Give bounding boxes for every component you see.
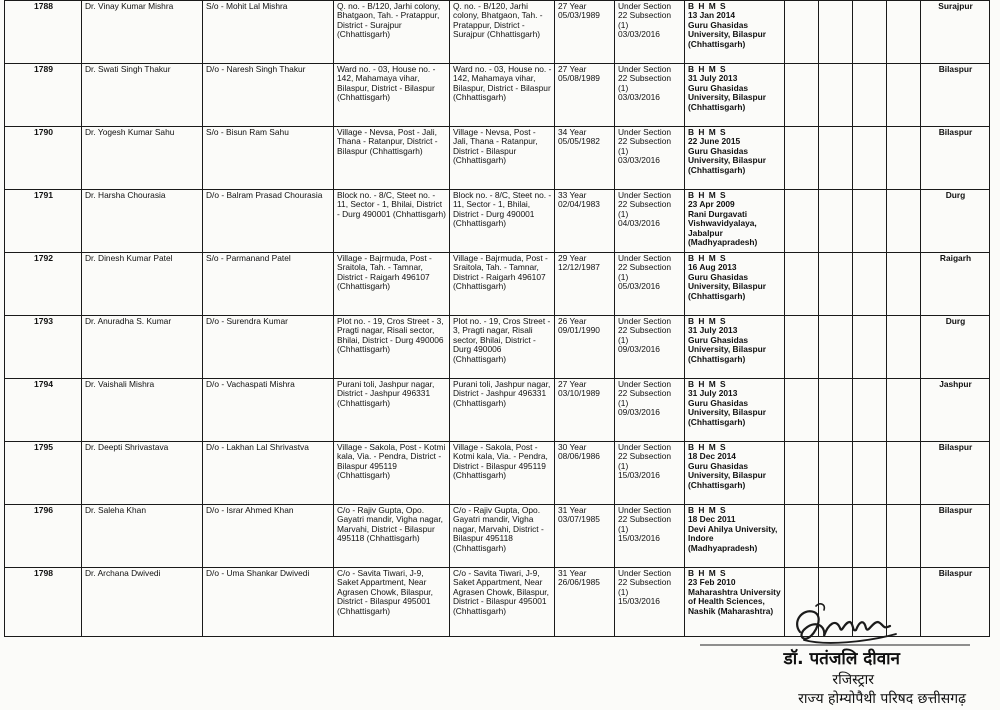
serial-number-cell (5, 64, 82, 127)
table-body (5, 1, 990, 637)
date-of-birth: 05/08/1989 (558, 73, 600, 84)
relation-cell (203, 505, 334, 568)
table-row (5, 316, 990, 379)
doctor-name: Dr. Dinesh Kumar Patel (85, 253, 173, 263)
qualification-cell (685, 442, 785, 505)
permanent-address: Purani toli, Jashpur nagar, District - Jashpur 496331 (Chhattisgarh) (337, 379, 435, 408)
permanent-address-cell (334, 379, 450, 442)
empty-cell (819, 1, 853, 64)
empty-cell (887, 505, 921, 568)
relation-cell (203, 64, 334, 127)
present-address: Village - Sakola, Post - Kotmi kala, Via. - Pendra, District - Bilaspur 495119 (Chhattisgarh) (453, 442, 548, 481)
section-cell (615, 316, 685, 379)
qualification-cell (685, 1, 785, 64)
registration-date: 04/03/2016 (618, 218, 660, 229)
registrar-name: डॉ. पतंजलि दीवान (783, 649, 900, 669)
permanent-address: Village - Bajrmuda, Post - Sraitola, Tah. - Tamnar, District - Raigarh 496107 (Chhattisgarh) (337, 253, 432, 292)
empty-cell (853, 127, 887, 190)
permanent-address: Block no. - 8/C, Steet no. - 11, Sector - 1, Bhilai, District - Durg 490001 (Chhattisgarh) (337, 190, 446, 219)
serial-number-cell (5, 505, 82, 568)
serial-number: 1791 (33, 190, 54, 200)
age-dob-cell (555, 316, 615, 379)
empty-cell (853, 442, 887, 505)
district-cell (921, 505, 990, 568)
parent-name: S/o - Parmanand Patel (206, 253, 291, 263)
university: Guru Ghasidas University, Bilaspur (Chhattisgarh) (688, 82, 767, 112)
present-address: Plot no. - 19, Cros Street - 3, Pragti nagar, Risali sector, Bhilai, District - Durg 490006 (Chhattisgarh) (453, 316, 551, 364)
serial-number-cell (5, 1, 82, 64)
present-address-cell (450, 1, 555, 64)
age-dob-cell (555, 190, 615, 253)
doctor-name-cell (82, 568, 203, 637)
present-address: Village - Nevsa, Post - Jali, Thana - Ratanpur, District - Bilaspur (Chhattisgarh) (453, 127, 538, 166)
qualification-date: 18 Dec 2011 (688, 514, 736, 525)
parent-name: S/o - Bisun Ram Sahu (206, 127, 289, 137)
university: Guru Ghasidas University, Bilaspur (Chhattisgarh) (688, 271, 767, 301)
doctor-name-cell (82, 379, 203, 442)
present-address-cell (450, 127, 555, 190)
date-of-birth: 05/03/1989 (558, 10, 600, 21)
university: Maharashtra University of Health Sciences, Nashik (Maharashtra) (688, 586, 781, 616)
university: Devi Ahilya University, Indore (Madhyapradesh) (688, 523, 778, 553)
qualification-date: 13 Jan 2014 (688, 10, 736, 21)
district: Raigarh (939, 253, 972, 263)
relation-cell (203, 190, 334, 253)
qualification: B H M S (688, 253, 727, 263)
doctor-name-cell (82, 64, 203, 127)
registration-date: 03/03/2016 (618, 92, 660, 103)
university: Guru Ghasidas University, Bilaspur (Chhattisgarh) (688, 145, 767, 175)
district: Durg (945, 190, 966, 200)
district-cell (921, 190, 990, 253)
serial-number: 1794 (33, 379, 54, 389)
doctor-name-cell (82, 127, 203, 190)
section-cell (615, 253, 685, 316)
district: Bilaspur (938, 64, 973, 74)
date-of-birth: 03/10/1989 (558, 388, 600, 399)
university: Guru Ghasidas University, Bilaspur (Chhattisgarh) (688, 397, 767, 427)
present-address-cell (450, 190, 555, 253)
present-address-cell (450, 316, 555, 379)
serial-number: 1795 (33, 442, 54, 452)
university: Guru Ghasidas University, Bilaspur (Chhattisgarh) (688, 19, 767, 49)
district-cell (921, 316, 990, 379)
registration-date: 15/03/2016 (618, 533, 660, 544)
relation-cell (203, 1, 334, 64)
permanent-address: C/o - Rajiv Gupta, Opo. Gayatri mandir, Vigha nagar, Marvahi, District - Bilaspur 495118 (Chhattisgarh) (337, 505, 443, 544)
table-row (5, 127, 990, 190)
empty-cell (819, 64, 853, 127)
permanent-address: Village - Sakola, Post - Kotmi kala, Via. - Pendra, District - Bilaspur 495119 (Chhattisgarh) (337, 442, 446, 481)
district-cell (921, 442, 990, 505)
doctor-name: Dr. Vinay Kumar Mishra (85, 1, 174, 11)
date-of-birth: 08/06/1986 (558, 451, 600, 462)
district-cell (921, 1, 990, 64)
district: Bilaspur (938, 442, 973, 452)
present-address: Ward no. - 03, House no. - 142, Mahamaya vihar, Bilaspur, District - Bilaspur (Chhattisgarh) (453, 64, 552, 103)
qualification: B H M S (688, 505, 727, 515)
serial-number-cell (5, 253, 82, 316)
present-address: C/o - Rajiv Gupta, Opo. Gayatri mandir, Vigha nagar, Marvahi, District - Bilaspur 495118 (Chhattisgarh) (453, 505, 544, 553)
section-cell (615, 1, 685, 64)
doctor-name-cell (82, 505, 203, 568)
university: Guru Ghasidas University, Bilaspur (Chhattisgarh) (688, 334, 767, 364)
present-address: Q. no. - B/120, Jarhi colony, Bhatgaon, Tah. - Pratappur, District - Surajpur (Chhattisgarh) (453, 1, 543, 40)
section-cell (615, 379, 685, 442)
table-row (5, 505, 990, 568)
serial-number: 1796 (33, 505, 54, 515)
doctor-name: Dr. Deepti Shrivastava (85, 442, 169, 452)
doctor-name: Dr. Swati Singh Thakur (85, 64, 171, 74)
parent-name: S/o - Mohit Lal Mishra (206, 1, 288, 11)
empty-cell (887, 379, 921, 442)
permanent-address: Village - Nevsa, Post - Jali, Thana - Ratanpur, District - Bilaspur (Chhattisgarh) (337, 127, 438, 156)
qualification-cell (685, 316, 785, 379)
relation-cell (203, 442, 334, 505)
doctor-name: Dr. Archana Dwivedi (85, 568, 161, 578)
registration-table (4, 0, 990, 637)
district-cell (921, 379, 990, 442)
qualification-cell (685, 379, 785, 442)
age-dob-cell (555, 379, 615, 442)
qualification-date: 22 June 2015 (688, 136, 741, 147)
registration-section: Under Section 22 Subsection (1) (618, 379, 672, 408)
section-cell (615, 190, 685, 253)
registration-date: 03/03/2016 (618, 155, 660, 166)
empty-cell (819, 316, 853, 379)
district: Bilaspur (938, 568, 973, 578)
permanent-address-cell (334, 1, 450, 64)
district: Bilaspur (938, 505, 973, 515)
empty-cell (887, 1, 921, 64)
qualification-date: 31 July 2013 (688, 388, 738, 399)
age: 30 Year (558, 442, 587, 452)
empty-cell (887, 64, 921, 127)
doctor-name-cell (82, 442, 203, 505)
empty-cell (785, 127, 819, 190)
table-row (5, 64, 990, 127)
parent-name: D/o - Uma Shankar Dwivedi (206, 568, 310, 578)
university: Guru Ghasidas University, Bilaspur (Chhattisgarh) (688, 460, 767, 490)
table-row (5, 190, 990, 253)
age: 33 Year (558, 190, 587, 200)
doctor-name: Dr. Harsha Chourasia (85, 190, 166, 200)
table-row (5, 1, 990, 64)
empty-cell (785, 64, 819, 127)
parent-name: D/o - Vachaspati Mishra (206, 379, 295, 389)
date-of-birth: 03/07/1985 (558, 514, 600, 525)
age-dob-cell (555, 64, 615, 127)
qualification-cell (685, 253, 785, 316)
qualification: B H M S (688, 64, 727, 74)
age: 26 Year (558, 316, 587, 326)
permanent-address: Plot no. - 19, Cros Street - 3, Pragti nagar, Risali sector, Bhilai, District - Durg 490006 (Chhattisgarh) (337, 316, 444, 355)
serial-number: 1790 (33, 127, 54, 137)
empty-cell (887, 127, 921, 190)
age: 27 Year (558, 1, 587, 11)
table-row (5, 442, 990, 505)
doctor-name-cell (82, 253, 203, 316)
qualification: B H M S (688, 190, 727, 200)
empty-cell (785, 253, 819, 316)
permanent-address-cell (334, 64, 450, 127)
age-dob-cell (555, 505, 615, 568)
empty-cell (819, 442, 853, 505)
section-cell (615, 505, 685, 568)
qualification-date: 31 July 2013 (688, 73, 738, 84)
empty-cell (853, 64, 887, 127)
serial-number-cell (5, 190, 82, 253)
empty-cell (887, 442, 921, 505)
registration-section: Under Section 22 Subsection (1) (618, 64, 672, 93)
permanent-address: Ward no. - 03, House no. - 142, Mahamaya vihar, Bilaspur, District - Bilaspur (Chhattisgarh) (337, 64, 436, 103)
registration-section: Under Section 22 Subsection (1) (618, 568, 672, 597)
doctor-name-cell (82, 190, 203, 253)
empty-cell (819, 253, 853, 316)
doctor-name: Dr. Anuradha S. Kumar (85, 316, 172, 326)
registration-section: Under Section 22 Subsection (1) (618, 505, 672, 534)
serial-number-cell (5, 379, 82, 442)
age-dob-cell (555, 568, 615, 637)
registration-date: 15/03/2016 (618, 596, 660, 607)
present-address-cell (450, 505, 555, 568)
present-address-cell (450, 64, 555, 127)
university: Rani Durgavati Vishwavidyalaya, Jabalpur (Madhyapradesh) (688, 208, 758, 248)
district-cell (921, 64, 990, 127)
table-row (5, 379, 990, 442)
permanent-address-cell (334, 190, 450, 253)
serial-number: 1789 (33, 64, 54, 74)
doctor-name: Dr. Saleha Khan (85, 505, 146, 515)
empty-cell (853, 190, 887, 253)
registration-date: 09/03/2016 (618, 407, 660, 418)
empty-cell (819, 379, 853, 442)
district-cell (921, 253, 990, 316)
registration-date: 09/03/2016 (618, 344, 660, 355)
age-dob-cell (555, 253, 615, 316)
section-cell (615, 64, 685, 127)
registration-section: Under Section 22 Subsection (1) (618, 1, 672, 30)
empty-cell (887, 190, 921, 253)
permanent-address-cell (334, 505, 450, 568)
qualification: B H M S (688, 127, 727, 137)
district-cell (921, 127, 990, 190)
relation-cell (203, 568, 334, 637)
age: 29 Year (558, 253, 587, 263)
serial-number-cell (5, 316, 82, 379)
date-of-birth: 12/12/1987 (558, 262, 600, 273)
empty-cell (819, 190, 853, 253)
serial-number: 1793 (33, 316, 54, 326)
empty-cell (853, 1, 887, 64)
date-of-birth: 05/05/1982 (558, 136, 600, 147)
permanent-address: Q. no. - B/120, Jarhi colony, Bhatgaon, Tah. - Pratappur, District - Surajpur (Chhattisgarh) (337, 1, 441, 40)
qualification: B H M S (688, 379, 727, 389)
present-address-cell (450, 442, 555, 505)
registration-section: Under Section 22 Subsection (1) (618, 442, 672, 471)
age: 34 Year (558, 127, 587, 137)
age: 27 Year (558, 64, 587, 74)
qualification: B H M S (688, 1, 727, 11)
present-address: Purani toli, Jashpur nagar, District - Jashpur 496331 (Chhattisgarh) (453, 379, 551, 408)
empty-cell (785, 379, 819, 442)
permanent-address: C/o - Savita Tiwari, J-9, Saket Appartment, Near Agrasen Chowk, Bilaspur, District - Bilaspur 495001 (Chhattisgarh) (337, 568, 433, 616)
empty-cell (887, 316, 921, 379)
serial-number: 1788 (33, 1, 54, 11)
present-address: Block no. - 8/C, Steet no. - 11, Sector - 1, Bhilai, District - Durg 490001 (Chhattisgarh) (453, 190, 552, 229)
empty-cell (887, 253, 921, 316)
serial-number: 1798 (33, 568, 54, 578)
registration-section: Under Section 22 Subsection (1) (618, 253, 672, 282)
qualification: B H M S (688, 316, 727, 326)
parent-name: D/o - Lakhan Lal Shrivastva (206, 442, 309, 452)
parent-name: D/o - Naresh Singh Thakur (206, 64, 306, 74)
qualification-date: 23 Apr 2009 (688, 199, 735, 210)
registration-date: 03/03/2016 (618, 29, 660, 40)
qualification-date: 18 Dec 2014 (688, 451, 736, 462)
qualification-cell (685, 127, 785, 190)
registration-date: 05/03/2016 (618, 281, 660, 292)
empty-cell (853, 379, 887, 442)
signature-block (700, 598, 980, 710)
empty-cell (785, 316, 819, 379)
doctor-name: Dr. Vaishali Mishra (85, 379, 155, 389)
empty-cell (785, 505, 819, 568)
serial-number-cell (5, 127, 82, 190)
section-cell (615, 127, 685, 190)
qualification-cell (685, 64, 785, 127)
empty-cell (853, 316, 887, 379)
present-address: Village - Bajrmuda, Post - Sraitola, Tah. - Tamnar, District - Raigarh 496107 (Chhattisgarh) (453, 253, 548, 292)
permanent-address-cell (334, 442, 450, 505)
district: Durg (945, 316, 966, 326)
parent-name: D/o - Israr Ahmed Khan (206, 505, 294, 515)
qualification-date: 31 July 2013 (688, 325, 738, 336)
present-address-cell (450, 253, 555, 316)
empty-cell (785, 442, 819, 505)
district: Jashpur (939, 379, 972, 389)
registration-section: Under Section 22 Subsection (1) (618, 190, 672, 219)
doctor-name-cell (82, 1, 203, 64)
present-address-cell (450, 568, 555, 637)
permanent-address-cell (334, 316, 450, 379)
doctor-name: Dr. Yogesh Kumar Sahu (85, 127, 175, 137)
age-dob-cell (555, 127, 615, 190)
registrar-title: रजिस्ट्रार (832, 672, 874, 688)
date-of-birth: 09/01/1990 (558, 325, 600, 336)
district: Surajpur (938, 1, 973, 11)
parent-name: D/o - Surendra Kumar (206, 316, 288, 326)
relation-cell (203, 316, 334, 379)
table-row (5, 253, 990, 316)
doctor-name-cell (82, 316, 203, 379)
qualification-cell (685, 190, 785, 253)
empty-cell (819, 505, 853, 568)
empty-cell (819, 127, 853, 190)
relation-cell (203, 253, 334, 316)
registration-section: Under Section 22 Subsection (1) (618, 127, 672, 156)
section-cell (615, 442, 685, 505)
empty-cell (785, 190, 819, 253)
age-dob-cell (555, 1, 615, 64)
age-dob-cell (555, 442, 615, 505)
serial-number-cell (5, 568, 82, 637)
age: 31 Year (558, 505, 587, 515)
district: Bilaspur (938, 127, 973, 137)
present-address-cell (450, 379, 555, 442)
present-address: C/o - Savita Tiwari, J-9, Saket Appartment, Near Agrasen Chowk, Bilaspur, District - Bilaspur 495001 (Chhattisgarh) (453, 568, 549, 616)
relation-cell (203, 127, 334, 190)
permanent-address-cell (334, 127, 450, 190)
empty-cell (785, 1, 819, 64)
qualification-date: 23 Feb 2010 (688, 577, 736, 588)
age: 31 Year (558, 568, 587, 578)
serial-number-cell (5, 442, 82, 505)
permanent-address-cell (334, 568, 450, 637)
qualification-cell (685, 505, 785, 568)
registration-section: Under Section 22 Subsection (1) (618, 316, 672, 345)
relation-cell (203, 379, 334, 442)
qualification: B H M S (688, 568, 727, 578)
age: 27 Year (558, 379, 587, 389)
serial-number: 1792 (33, 253, 54, 263)
empty-cell (853, 253, 887, 316)
date-of-birth: 26/06/1985 (558, 577, 600, 588)
empty-cell (853, 505, 887, 568)
parent-name: D/o - Balram Prasad Chourasia (206, 190, 323, 200)
council-name: राज्य होम्योपैथी परिषद छत्तीसगढ़ (798, 691, 966, 707)
registration-date: 15/03/2016 (618, 470, 660, 481)
permanent-address-cell (334, 253, 450, 316)
date-of-birth: 02/04/1983 (558, 199, 600, 210)
qualification: B H M S (688, 442, 727, 452)
section-cell (615, 568, 685, 637)
qualification-date: 16 Aug 2013 (688, 262, 737, 273)
